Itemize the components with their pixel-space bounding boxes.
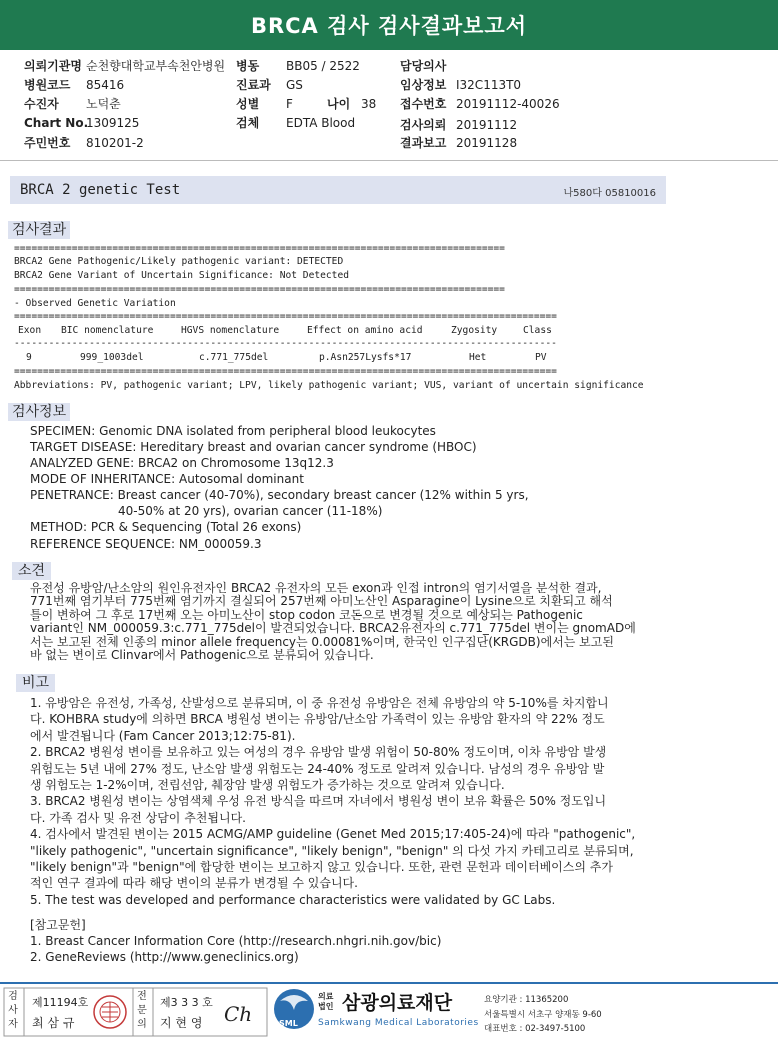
remark-line: 위험도는 5년 내에 27% 정도, 난소암 발생 위험도는 24-40% 정도로 알려져 있습니다. 남성의 경우 유방암 발: [30, 761, 605, 776]
cell-class: PV: [535, 352, 547, 363]
col-zygosity: Zygosity: [451, 325, 498, 336]
header-hospital-code: 병원코드 85416: [24, 78, 125, 92]
info-analyzed-gene: ANALYZED GENE: BRCA2 on Chromosome 13q12.3: [30, 456, 334, 470]
header-department: 진료과 GS: [236, 78, 303, 92]
header-doctor: 담당의사: [400, 59, 447, 73]
opinion-line: 유전성 유방암/난소암의 원인유전자인 BRCA2 유전자의 모든 exon과 인접 intron의 염기서열을 분석한 결과,: [30, 581, 602, 595]
results-rule-mid: =====================================================================================: [14, 284, 505, 295]
opinion-line: variant인 NM_000059.3:c.771_775del이 발견되었습니다. BRCA2유전자의 c.771_775del 변이는 gnomAD에: [30, 621, 636, 636]
variant-table-dashes: ----------------------------------------------------------------------------------------------: [14, 338, 557, 349]
org-address: 서울특별시 서초구 양재동 9-60: [484, 1010, 602, 1020]
cell-exon: 9: [26, 352, 32, 363]
report-title: BRCA 검사 검사결과보고서: [0, 0, 778, 50]
info-penetrance: PENETRANCE: Breast cancer (40-70%), secondary breast cancer (12% within 5 yrs,: [30, 488, 529, 502]
opinion-heading: 소견: [12, 562, 51, 580]
opinion-text: [30, 582, 636, 662]
info-heading: 검사정보: [8, 403, 70, 421]
remark-line: 생 위험도는 1-2%이며, 전립선암, 췌장암 발생 위험도가 증가하는 것으로 알려져 있습니다.: [30, 778, 505, 793]
specialist-license: 제3 3 3 호: [160, 996, 213, 1009]
variant-table-rule: ==============================================================================================: [14, 311, 557, 322]
header-divider: [0, 160, 778, 161]
results-pathogenic-line: BRCA2 Gene Pathogenic/Likely pathogenic variant: DETECTED: [14, 256, 344, 267]
header-resident-no: 주민번호 810201-2: [24, 136, 144, 150]
remark-line: "likely pathogenic", "uncertain significance", "likely benign", "benign" 의 다섯 가지 카테고리로 분류되며,: [30, 843, 634, 858]
remark-line: 에서 발견됩니다 (Fam Cancer 2013;12:75-81).: [30, 728, 296, 743]
remark-line: 다. KOHBRA study에 의하면 BRCA 병원성 변이는 유방암/난소암 가족력이 있는 유방암 환자의 약 22% 정도: [30, 712, 605, 727]
info-reference: REFERENCE SEQUENCE: NM_000059.3: [30, 537, 262, 551]
opinion-line: 771번째 염기부터 775번째 염기까지 결실되어 257번째 아미노산인 Asparagine이 Lysine으로 치환되고 해석: [30, 594, 613, 609]
info-specimen: SPECIMEN: Genomic DNA isolated from peripheral blood leukocytes: [30, 424, 436, 438]
header-age: 나이 38: [327, 97, 377, 111]
header-patient: 수진자 노덕춘: [24, 97, 121, 111]
org-facility-code: 요양기관 : 11365200: [484, 995, 569, 1005]
header-request-date: 검사의뢰 20191112: [400, 118, 518, 132]
reference-item: 2. GeneReviews (http://www.geneclinics.org): [30, 950, 299, 964]
variant-table-rule-bottom: ==============================================================================================: [14, 366, 557, 377]
opinion-line: 바 없는 변이로 Clinvar에서 Pathogenic으로 분류되어 있습니다.: [30, 648, 374, 663]
header-receipt-no: 접수번호 20191112-40026: [400, 97, 560, 111]
org-prefix: 의료법인: [318, 992, 334, 1011]
info-target-disease: TARGET DISEASE: Hereditary breast and ovarian cancer syndrome (HBOC): [30, 440, 477, 454]
examiner-license: 제11194호: [32, 996, 89, 1009]
cell-bic: 999_1003del: [80, 352, 144, 363]
abbreviations: Abbreviations: PV, pathogenic variant; LPV, likely pathogenic variant; VUS, variant of uncertain significance: [14, 380, 644, 391]
test-bar: [10, 176, 666, 204]
remark-line: 3. BRCA2 병원성 변이는 상염색체 우성 유전 방식을 따르며 자녀에서 병원성 변이 보유 확률은 50% 정도입니: [30, 794, 607, 809]
cell-hgvs: c.771_775del: [199, 352, 269, 363]
seal-stamp-glyph: [102, 1002, 118, 1022]
opinion-line: 서는 보고된 전체 인종의 minor allele frequency는 0.00081%이며, 한국인 인구집단(KRGDB)에서는 보고된: [30, 634, 614, 649]
info-method: METHOD: PCR & Sequencing (Total 26 exons): [30, 520, 302, 534]
remark-line: 적인 연구 결과에 따라 해당 변이의 분류가 변경될 수 있습니다.: [30, 876, 358, 891]
col-effect: Effect on amino acid: [307, 325, 423, 336]
col-exon: Exon: [18, 325, 42, 336]
cell-effect: p.Asn257Lysfs*17: [319, 352, 412, 363]
signature: Ch: [224, 1002, 253, 1026]
examiner-label: 검사자: [8, 991, 18, 1030]
specialist-label: 전문의: [137, 991, 147, 1030]
header-report-date: 결과보고 20191128: [400, 136, 518, 150]
reference-item: 1. Breast Cancer Information Core (http://research.nhgri.nih.gov/bic): [30, 934, 442, 948]
results-heading: 검사결과: [8, 221, 70, 239]
header-requester: 의뢰기관명 순천향대학교부속천안병원: [24, 59, 226, 73]
org-name: 삼광의료재단: [342, 992, 453, 1014]
remark-line: 2. BRCA2 병원성 변이를 보유하고 있는 여성의 경우 유방암 발생 위험이 50-80% 정도이며, 이차 유방암 발생: [30, 745, 607, 760]
header-clinical-info: 임상정보 I32C113T0: [400, 78, 522, 92]
remark-line: 4. 검사에서 발견된 변이는 2015 ACMG/AMP guideline (Genet Med 2015;17:405-24)에 따라 "pathogenic",: [30, 827, 636, 842]
references: [30, 917, 441, 965]
remarks-text: [30, 695, 635, 908]
col-hgvs: HGVS nomenclature: [181, 325, 280, 336]
col-class: Class: [523, 325, 552, 336]
header-ward: 병동 BB05 / 2522: [236, 59, 360, 73]
header-sex: 성별 F: [236, 97, 293, 111]
sml-badge: SML: [279, 1019, 298, 1028]
cell-zygosity: Het: [469, 352, 487, 363]
results-rule-top: =====================================================================================: [14, 243, 505, 254]
org-phone: 대표번호 : 02-3497-5100: [484, 1024, 586, 1034]
remark-line: 5. The test was developed and performance characteristics were validated by GC Labs.: [30, 892, 556, 907]
col-bic: BIC nomenclature: [61, 325, 154, 336]
footer-divider: [0, 982, 778, 984]
results-vus-line: BRCA2 Gene Variant of Uncertain Significance: Not Detected: [14, 270, 350, 281]
test-code: 나580다 05810016: [563, 188, 656, 199]
header-specimen: 검체 EDTA Blood: [236, 116, 356, 130]
org-name-en: Samkwang Medical Laboratories: [318, 1018, 479, 1028]
header-chart-no: Chart No.1309125: [24, 116, 140, 130]
references-heading: [참고문헌]: [30, 918, 86, 932]
specialist-name: 지 현 영: [160, 1016, 203, 1030]
info-penetrance-cont: 40-50% at 20 yrs), ovarian cancer (11-18%): [118, 504, 383, 518]
examiner-name: 최 삼 규: [32, 1016, 75, 1030]
remark-line: 다. 가족 검사 및 유전 상담이 추천됩니다.: [30, 810, 246, 825]
info-inheritance: MODE OF INHERITANCE: Autosomal dominant: [30, 472, 304, 486]
observed-variation-label: - Observed Genetic Variation: [14, 298, 176, 309]
remarks-heading: 비고: [16, 674, 55, 692]
test-name: BRCA 2 genetic Test: [20, 182, 181, 198]
remark-line: 1. 유방암은 유전성, 가족성, 산발성으로 분류되며, 이 중 유전성 유방암은 전체 유방암의 약 5-10%를 차지합니: [30, 696, 609, 710]
opinion-line: 틀이 변하여 그 후로 17번째 오는 아미노산이 stop codon 코돈으로 변경될 것으로 예상되는 Pathogenic: [30, 607, 583, 622]
remark-line: "likely benign"과 "benign"에 합당한 변이는 보고하지 않고 있습니다. 또한, 관련 문헌과 데이터베이스의 추가: [30, 860, 613, 875]
